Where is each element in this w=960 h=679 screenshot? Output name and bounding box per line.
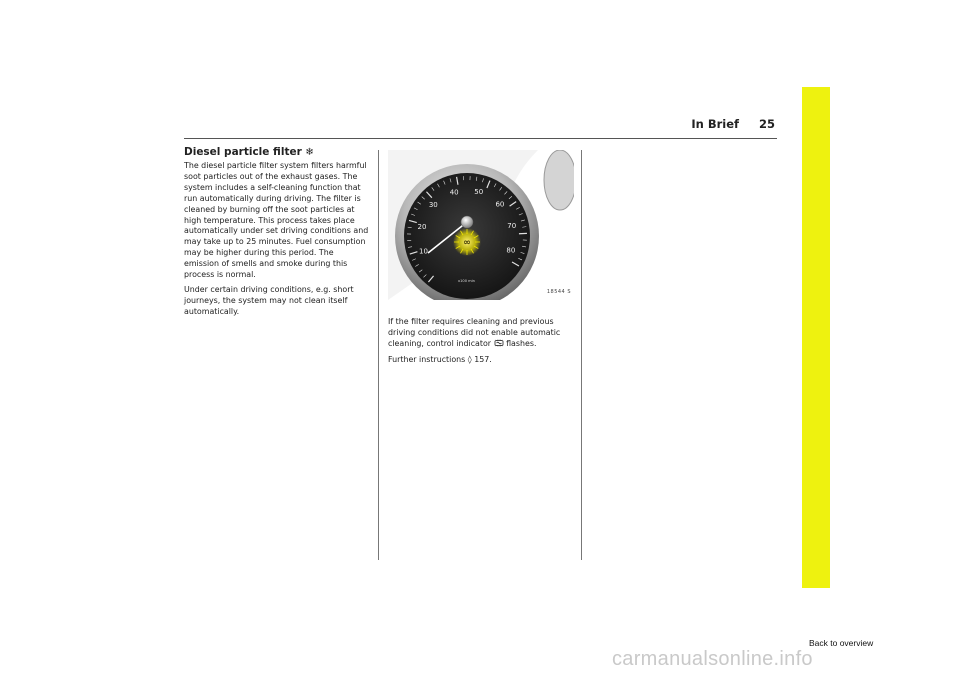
chapter-tab <box>802 87 830 588</box>
right-paragraph-1-text: If the filter requires cleaning and previous driving conditions did not enable automatic cleaning, control indicator <box>388 317 561 348</box>
header-rule <box>184 138 777 139</box>
gauge-label: 20 <box>417 223 427 232</box>
gauge-label: 80 <box>506 246 516 255</box>
column-divider-right <box>581 150 582 560</box>
speedometer-illustration <box>388 150 574 300</box>
dial-unit-text: x100 min <box>458 279 475 283</box>
gauge-label: 70 <box>507 221 517 230</box>
diesel-filter-indicator-icon <box>494 339 504 347</box>
gauge-label: 50 <box>474 188 484 197</box>
snowflake-icon: ❄ <box>305 147 314 158</box>
column-divider-left <box>378 150 379 560</box>
page-number: 25 <box>758 117 775 131</box>
section-title-text: Diesel particle filter <box>184 146 302 158</box>
instrument-figure <box>388 150 574 300</box>
page-header <box>184 117 777 139</box>
right-paragraph-2-text: Further instructions <box>388 354 466 364</box>
column-left <box>184 146 370 322</box>
right-paragraph-2 <box>388 355 576 366</box>
back-to-overview-link[interactable]: Back to overview <box>809 638 874 648</box>
watermark-text: carmanualsonline.info <box>612 648 813 670</box>
page-reference-icon: ◊ <box>467 354 472 364</box>
right-paragraph-1 <box>388 317 576 350</box>
header-section-title: In Brief <box>691 117 739 131</box>
particle-filter-icon: ∞ <box>463 238 471 248</box>
section-title <box>184 146 370 158</box>
paragraph-1: The diesel particle filter system filters harmful soot particles out of the exhaust gases. The system includes a self-cleaning function that run automatically during driving. The filter is cleaned by burning off the soot particles at high temperature. This process takes place automatically under set driving conditions and may take up to 25 minutes. Fuel consumption may be higher during this period. The emission of smells and smoke during this process is normal. <box>184 161 369 280</box>
figure-id: 18544 S <box>546 289 571 295</box>
column-right <box>388 317 576 371</box>
adjacent-gauge <box>544 150 574 210</box>
needle-hub <box>461 216 473 228</box>
gauge-label: 10 <box>419 247 428 256</box>
right-paragraph-1-end: flashes. <box>506 338 537 348</box>
gauge-label: 60 <box>495 200 505 209</box>
gauge-label: 30 <box>428 201 438 210</box>
paragraph-2: Under certain driving conditions, e.g. short journeys, the system may not clean itself automatically. <box>184 284 354 316</box>
page-reference-link[interactable]: 157. <box>474 354 492 364</box>
gauge-label: 40 <box>449 188 459 197</box>
